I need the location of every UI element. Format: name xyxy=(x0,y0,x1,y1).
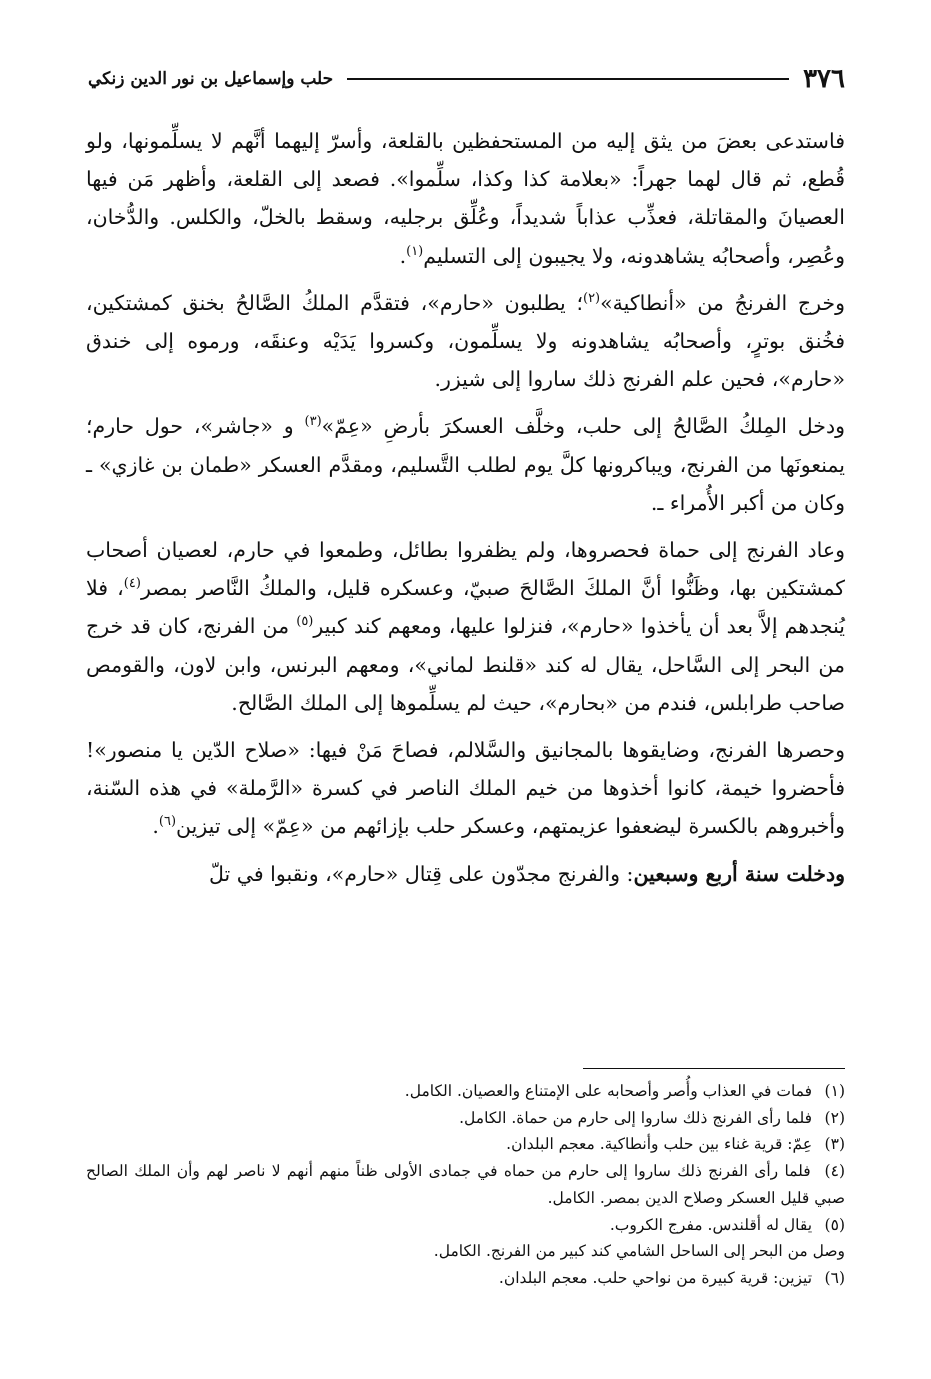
footnote-number: (٣) xyxy=(824,1135,845,1154)
footnote-4 xyxy=(86,1158,845,1211)
paragraph-text: ؛ يطلبون «حارم»، فتقدَّم الملكُ الصَّالحُ بخنق كمشتكين، فخُنق بوترٍ، وأصحابُه يشاهدونه ولا يسلِّمون، وكسروا يَدَيْه وعنقَه، ورموه إلى خندق «حارم»، فحين علم الفرنج ذلك ساروا إلى شيزر. xyxy=(86,290,845,392)
footnote-3 xyxy=(86,1131,845,1158)
paragraph-text: : والفرنج مجدّون على قِتال «حارم»، ونقبوا في تلّ xyxy=(209,861,634,886)
paragraph-text: و «جاشر»، حول حارم؛ يمنعونَها من الفرنج، ويباكرونها كلَّ يوم لطلب التَّسليم، ومقدَّم العسكر «طمان بن غازي» ـ وكان من أكبر الأُمراء ـ. xyxy=(86,414,845,515)
paragraph-end: . xyxy=(152,814,159,839)
footnote-ref-4: (٤) xyxy=(123,576,141,592)
paragraph-text: وحصرها الفرنج، وضايقوها بالمجانيق والسَّلالم، فصاحَ مَنْ فيها: «صلاح الدّين يا منصور»! فأحضروا خيمة، كانوا أخذوها من خيم الملك الناصر في كسرة «الرَّملة» في هذه السّنة، وأخبروهم بالكسرة ليضعفوا عزيمتهم، وعسكر حلب بإزائهم من «عِمّ» إلى تيزين xyxy=(86,738,845,839)
footnote-rule xyxy=(583,1068,845,1069)
footnote-5 xyxy=(86,1212,845,1239)
footnote-ref-1: (١) xyxy=(406,243,424,259)
footnote-text: يقال له أقلندس. مفرج الكروب. xyxy=(609,1215,813,1234)
footnote-2 xyxy=(86,1105,845,1132)
footnote-ref-5: (٥) xyxy=(296,614,314,630)
footnote-number: (٦) xyxy=(824,1268,845,1287)
footnotes xyxy=(86,1078,845,1292)
footnote-text: وصل من البحر إلى الساحل الشامي كند كبير من الفرنج. الكامل. xyxy=(433,1242,845,1261)
footnote-text: فلما رأى الفرنج ذلك ساروا إلى حارم من حماه في جمادى الأولى ظناً منهم أنهم لا ناصر لهم وأن الملك الصالح صبي قليل العسكر وصلاح الدين بمصر. الكامل. xyxy=(86,1162,845,1207)
footnote-text: فلما رأى الفرنج ذلك ساروا إلى حارم من حماة. الكامل. xyxy=(459,1108,813,1127)
paragraph-text: ، فلا يُنجدهم إلاَّ بعد أن يأخذوا «حارم»، فنزلوا عليها، ومعهم كند كبير xyxy=(86,576,846,639)
footnote-ref-3: (٣) xyxy=(304,414,322,430)
page-header xyxy=(88,62,845,96)
paragraph-text: فاستدعى بعضَ من يثق إليه من المستحفظين بالقلعة، وأسرّ إليهما أنَّهم لا يسلِّمونها، ولو قُطع، ثم قال لهما جهراً: «بعلامة كذا وكذا، سلِّموا». فصعد إلى القلعة، وأظهر مَن فيها العصيانَ والمقاتلة، فعذِّب عذاباً شديداً، وعُلِّق برجليه، وسقط بالخلّ، والكلس. والدُّخان، وعُصِر، وأصحابُه يشاهدونه، ولا يجيبون إلى التسليم xyxy=(86,129,845,268)
footnote-ref-2: (٢) xyxy=(582,290,601,306)
footnote-text: عِمّ: قرية غناء بين حلب وأنطاكية. معجم البلدان. xyxy=(506,1135,813,1154)
footnote-number: (١) xyxy=(824,1082,845,1100)
footnote-number: (٥) xyxy=(824,1215,845,1234)
footnote-ref-6: (٦) xyxy=(158,814,177,830)
footnote-text: فمات في العذاب وأُصر وأصحابه على الإمتناع والعصيان. الكامل. xyxy=(404,1082,813,1100)
footnote-number: (٢) xyxy=(824,1108,845,1127)
paragraph-3 xyxy=(86,407,845,522)
paragraph-text: وعاد الفرنج إلى حماة فحصروها، ولم يظفروا بطائل، وطمعوا في حارم، لعصيان أصحاب كمشتكين بها، وظَنُّوا أنَّ الملكَ الصَّالحَ صبيّ، وعسكره قليل، والملكُ النَّاصر بمصر xyxy=(86,538,845,601)
paragraph-text: من الفرنج، كان قد خرج من البحر إلى السَّاحل، يقال له كند «قلنط لماني»، ومعهم البرنس، وابن لاون، والقومص صاحب طرابلس، فندم من «بحارم»، حيث لم يسلِّموها إلى الملك الصَّالح. xyxy=(86,614,845,715)
header-rule xyxy=(347,78,789,80)
footnote-5-continued xyxy=(86,1238,845,1265)
paragraph-text: ودخل المِلكُ الصَّالحُ إلى حلب، وخلَّف العسكرَ بأرضِ «عِمّ» xyxy=(321,414,845,439)
paragraph-6 xyxy=(86,855,845,893)
paragraph-5 xyxy=(86,731,845,846)
paragraph-text: وخرج الفرنجُ من «أنطاكية» xyxy=(600,290,845,315)
footnote-number: (٤) xyxy=(824,1162,845,1181)
paragraph-end: . xyxy=(399,243,407,268)
footnote-text: تيزين: قرية كبيرة من نواحي حلب. معجم البلدان. xyxy=(498,1268,813,1287)
page-number: ٣٧٦ xyxy=(803,64,845,94)
footnote-1 xyxy=(86,1078,845,1105)
footnote-6 xyxy=(86,1265,845,1292)
main-text xyxy=(86,122,845,902)
paragraph-4 xyxy=(86,531,845,722)
year-heading: ودخلت سنة أربع وسبعين xyxy=(633,861,845,886)
paragraph-1 xyxy=(86,122,845,275)
running-title: حلب وإسماعيل بن نور الدين زنكي xyxy=(88,69,334,89)
paragraph-2 xyxy=(86,284,845,399)
